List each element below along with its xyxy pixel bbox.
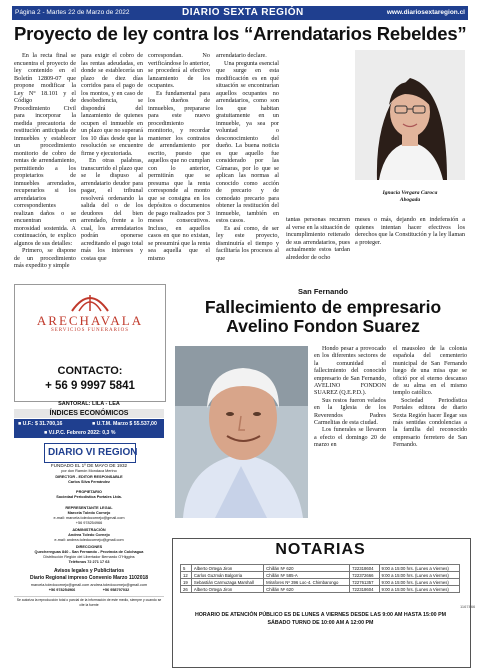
founder-line: por don Ramón Mondaca Merino [61, 469, 117, 473]
article-headline: Proyecto de ley contra los “Arrendatarios Rebeldes” [14, 23, 467, 44]
article-paragraph: arrendatario declare. [216, 52, 267, 59]
funeral-logo-icon [70, 289, 110, 313]
ad-brand-name: ARECHAVALA [36, 313, 144, 328]
owner-label: PROPIETARIO [76, 490, 102, 494]
article-paragraph: para exigir el cobro de las rentas adeudadas, en donde se establecería un plazo de diez días corridos para el pago de los montos, y en caso de desobediencia, se dispondrá del lanzamiento de quienes ocupen el inmueble en un plazo que no superará los 10 días desde que la resolución se encuentre firme y ejecutoriada. [81, 52, 143, 157]
article-paragraph: correspondan. No verificándose lo anterior, se procederá al efectivo lanzamiento de los ocupantes. [148, 52, 210, 89]
economic-indices-title: ÍNDICES ECONÓMICOS [14, 409, 164, 418]
article-paragraph: En la recta final se encuentra el proyecto de ley contenido en el Boletín 12809-07 que propone modificar la Ley N° 18.101 y el Código de Procedimiento Civil para incorporar la medida precautoria de restitución anticipada de inmuebles y establecer un procedimiento monitorio de cobro de rentas de arrendamiento, permitiendo a los propietarios de inmuebles arrendados, recuperarlos si los arrendatarios correspondientes realizan daños o se encuentran en morosidad sostenida. A continuación, te explico algunos de sus detalles: [14, 52, 76, 247]
obituary-column-2 [393, 346, 467, 450]
header-website-link[interactable]: www.diariosextaregion.cl [386, 9, 465, 16]
notary-day: 12 [181, 572, 192, 579]
legal-rep-email[interactable]: e-mail: marcela.toledocornejo@gmail.com [53, 516, 125, 520]
director-name: Carlos Silva Fernández [68, 480, 110, 484]
notary-day: 19 [181, 579, 192, 586]
article-paragraph: Una pregunta esencial que surge en esta modificación es en qué situación se encontrarían aquellos ocupantes no arrendatarios, como son los que habitan gratuitamente en un inmueble, ya sea por voluntad o desconocimiento del dueño. La buena noticia es que aquello fue considerado por las Cámaras, por lo que se aplican las normas al conocido como acción de precario y de comodato precario para obtener la restitución del inmueble, también en estos casos. [216, 59, 279, 224]
notaries-side-note: 1167866 [460, 604, 476, 609]
funeral-ad[interactable] [14, 284, 166, 402]
article-paragraph: tantas personas recurren al verse en la situación de incumplimiento reiterado de sus arrendatarios, pues actualmente estos tardan alrededor de ocho [286, 216, 350, 261]
notary-phone: 722761357 [350, 579, 379, 586]
admin-name: Andrea Toledo Cornejo [68, 533, 110, 537]
contact-emails[interactable]: marcela.toledocornejo@gmail.com andrea.toledocornejo@gmail.com [30, 583, 148, 587]
index-ipc: ■ V.I.P.C. Febrero 2022: 0,3 % [44, 430, 116, 436]
address-line-2: Distribución Región del Libertador Bernardo O'Higgins [43, 555, 135, 559]
phones-line: Teléfonos 72 271 17 63 [68, 560, 110, 564]
economic-indices-box [14, 419, 164, 438]
notary-name: Carlos Guzmán Balgorria [191, 572, 263, 579]
notary-day: 26 [181, 586, 192, 593]
ads-label: Avisos legales y Publicitarios [53, 568, 125, 574]
printed-agreement: Diario Regional impreso Convenio Marzo 1102018 [29, 575, 149, 581]
santoral: SANTORAL: LILA - LEA [58, 401, 120, 407]
article-paragraph: Primero, se dispone de un procedimiento más expedito y simple [14, 247, 76, 269]
notary-day: 5 [181, 565, 192, 572]
notary-hours: 9:00 a 15:00 hrs. (Lunes a Viernes) [379, 572, 459, 579]
article-paragraph: En otras palabras, transcurrido el plazo que se le dispuso al arrendatario deudor para pagar, el tribunal resolverá ordenando la salida del o de los deudores del bien arrendado, frente a lo cual, los arrendatarios podrán oponerse acreditando el pago total más los intereses y costas que [81, 157, 143, 262]
owner-name: Sociedad Periodística Portales Ltda. [56, 495, 122, 499]
notary-address: Chillán Nº 585-A [264, 572, 350, 579]
notary-address: Mirafores Nº 396 Loc-4. Chimbarongo [264, 579, 350, 586]
admin-email[interactable]: e-mail: andrea.toledocornejo@gmail.com [54, 538, 124, 542]
notaries-hours: HORARIO DE ATENCIÓN PÚBLICO ES DE LUNES A VIERNES DESDE LAS 9:00 AM HASTA 15:00 PM [194, 612, 447, 618]
obituary-paragraph: Sociedad Periodística Portales editora de diario Sexta Región hacer llegar sus más sentidas condolencias a la familia del reconocido empresario ferretero de San Fernando. [393, 397, 467, 449]
legal-rep-label: REPRESENTANTE LEGAL [65, 506, 113, 510]
notary-name: Sebastián Carmuzaga Marshall [191, 579, 263, 586]
notary-name: Alberto Ortega Jiron [191, 586, 263, 593]
obituary-column-1 [314, 346, 386, 450]
contact-phones: +56 978254966 +56 958797032 [48, 588, 130, 592]
newspaper-logo-text: DIARIO VI REGION [48, 447, 138, 458]
notary-hours: 9:00 a 15:00 hrs. (Lunes a Viernes) [379, 579, 459, 586]
addresses-label: DIRECCIONES [75, 545, 103, 549]
index-uf: ■ U.F.: $ 31.700,16 [18, 421, 63, 427]
newspaper-logo [44, 443, 136, 463]
ad-phone-number[interactable]: + 56 9 9997 5841 [45, 380, 135, 392]
obituary-paragraph: el mausoleo de la colonia española del cementerio municipal de San Fernando luego de una misa que se ofició por el eterno descanso de su alma en el mismo templo católico. [393, 346, 467, 397]
notaries-title: NOTARIAS [275, 541, 366, 558]
notary-name: Alberto Ortega Jiron [191, 565, 263, 572]
article-paragraph: meses o más, dejando en indefensión a quienes intentan hacer efectivos los derechos que la Constitución y la ley llaman a proteger. [355, 216, 465, 246]
ad-subtitle: SERVICIOS FUNERARIOS [50, 328, 130, 333]
notaries-table [180, 564, 460, 593]
ad-contact-label: CONTACTO: [57, 365, 123, 377]
obituary-photo [175, 346, 308, 518]
obituary-headline-line1: Fallecimiento de empresario [204, 297, 442, 317]
obituary-paragraph: Sus restos fueron velados en la Iglesia de los Reverendos Padres Carmelitas de esta ciudad. [314, 397, 386, 427]
admin-label: ADMINISTRACIÓN [72, 528, 106, 532]
index-utm: ■ U.T.M. Marzo $ 55.537,00 [92, 421, 157, 427]
section-label: San Fernando [297, 287, 348, 296]
obituary-paragraph: Los funerales se llevaron a efecto el domingo 20 de marzo en [314, 427, 386, 449]
notary-address: Chillán Nº 620 [264, 586, 350, 593]
article-paragraph: Es fundamental para los dueños de inmuebles, prepararse para este nuevo procedimiento monitorio, y recordar mantener los contratos de arrendamiento por escrito, puesto que aquellos que no cumplan con lo anterior, permitirán que se presuma que la renta corresponde al monto que se consigna en los depósitos o documentos de pago realizados por 3 meses consecutivos. Incluso, en aquellos casos en que no existan, se presumirá que la renta sea aquella que el mismo [148, 89, 210, 262]
article-column-6 [355, 216, 465, 246]
table-row [181, 565, 460, 572]
author-photo [355, 50, 465, 180]
obituary-headline [175, 298, 471, 336]
article-column-2 [81, 52, 143, 262]
article-column-3 [148, 52, 210, 262]
notary-phone: 722318604 [350, 565, 379, 572]
table-row [181, 572, 460, 579]
notary-hours: 9:00 a 15:00 hrs. (Lunes a Viernes) [379, 565, 459, 572]
address-line-1: Quechereguas 840 - San Fernando - Provincia de Colchagua [34, 550, 144, 554]
notary-phone: 722318604 [350, 586, 379, 593]
photo-caption [355, 190, 465, 204]
founded-line: FUNDADO EL 1º DE MAYO DE 1932 [50, 463, 128, 468]
article-column-1 [14, 52, 76, 270]
header-date: Página 2 - Martes 22 de Marzo de 2022 [15, 9, 130, 16]
table-row [181, 579, 460, 586]
notary-phone: 722372666 [350, 572, 379, 579]
legal-rep-phone: +56 978254966 [75, 521, 103, 525]
obituary-paragraph: Hondo pesar a provocado en los diferentes sectores de la comunidad el fallecimiento del conocido empresario de San Fernando, AVELINO FONDON SUAREZ (Q.E.P.D.). [314, 346, 386, 397]
caption-name: Ignacia Vergara Caroca [382, 190, 438, 196]
obituary-headline-line2: Avelino Fondon Suarez [226, 316, 420, 336]
page-header [12, 6, 468, 20]
director-label: DIRECTOR - EDITOR RESPONSABLE [55, 475, 123, 479]
table-row [181, 586, 460, 593]
caption-role: Abogada [399, 197, 421, 203]
article-paragraph: Es así como, de ser ley este proyecto, disminuiría el tiempo y facilitaría los procesos al que [216, 224, 279, 262]
reproduction-notice: Se autoriza la reproducción total o parcial de la información de este medio, siempre y cuando se cite la fuente [14, 596, 164, 608]
notaries-saturday-hours: SÁBADO TURNO DE 10:00 AM A 12:00 PM [267, 620, 374, 626]
legal-rep-name: Marcela Toledo Cornejo [67, 511, 111, 515]
notary-address: Chillán Nº 620 [264, 565, 350, 572]
notary-hours: 9:00 a 15:00 hrs. (Lunes a Viernes) [379, 586, 459, 593]
header-masthead: DIARIO SEXTA REGIÓN [182, 7, 304, 18]
article-column-4 [216, 52, 279, 262]
article-column-5 [286, 216, 350, 261]
